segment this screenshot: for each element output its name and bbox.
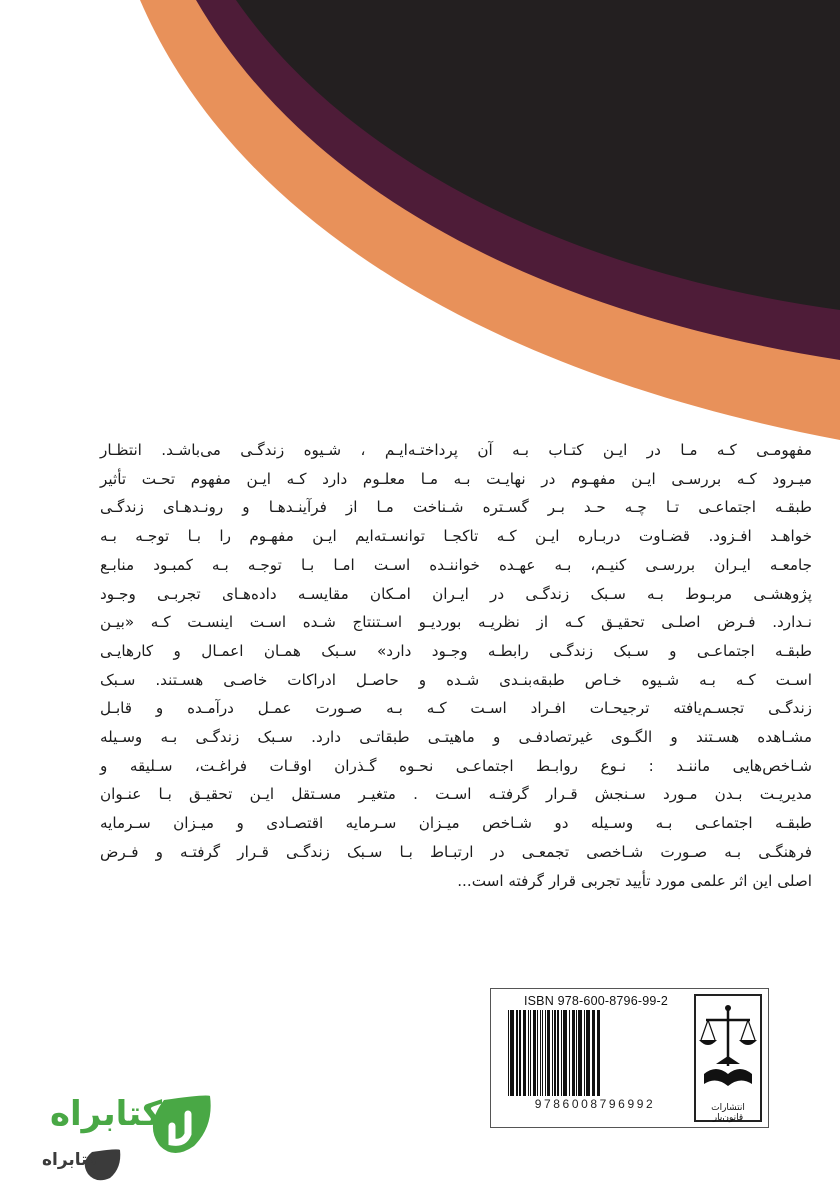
barcode-bar <box>540 1010 541 1096</box>
barcode-bar <box>530 1010 531 1096</box>
barcode-bar <box>542 1010 543 1096</box>
blurb-line: طبقـه اجتماعـی و سـبک زندگـی رابطـه وجـود دارد» سـبک همـان اعمـال و کارهایـی <box>100 641 812 660</box>
barcode-bar <box>545 1010 546 1096</box>
blurb-line: نـدارد. فـرض اصلـی تحقیـق کـه از نظریـه بوردیـو اسـتنتاج شـده اسـت اینسـت کـه «بیـن <box>100 613 812 632</box>
blurb-line: مفهومـی کـه مـا در ایـن کتـاب بـه آن پرداختـه‌ایـم ، شـیوه زندگـی می‌باشـد. انتظـار <box>100 441 812 459</box>
blurb-text <box>100 436 812 895</box>
barcode-bar <box>586 1010 590 1096</box>
blurb-line: خواهـد افـزود. قضـاوت دربـاره ایـن کـه تاکجـا توانسـته‌ایم ایـن مفهـوم را بـا توجـه بـه <box>100 527 812 546</box>
barcode-bar <box>584 1010 585 1096</box>
blurb-line: پژوهشـی مربـوط بـه سـبک زندگـی در ایـران امـکان مقایسـه داده‌هـای تجربـی وجـود <box>100 584 812 603</box>
blurb-line: فرهنگـی بـه صـورت شـاخصی تجمعـی در ارتبـاط بـا سـبک زندگـی قـرار گرفتـه و فـرض <box>100 842 812 861</box>
blurb-line: جامعـه ایـران بررسـی کنیـم، بـه عهـده خواننـده اسـت امـا بـا توجـه بـه کمبـود منابـع <box>100 555 812 574</box>
barcode-bar <box>563 1010 567 1096</box>
barcode-bar <box>554 1010 556 1096</box>
barcode-bar <box>561 1010 562 1096</box>
scales-of-justice-book-icon <box>696 996 760 1096</box>
barcode-bar <box>516 1010 518 1096</box>
barcode-bar <box>578 1010 582 1096</box>
barcode-bar <box>597 1010 600 1096</box>
barcode-bar <box>519 1010 521 1096</box>
blurb-line: طبقـه اجتماعـی تـا چـه حـد بـر گسـتره شـناخت مـا از فرآینـدهـا و رونـدهـای زندگـی <box>100 498 812 517</box>
barcode-bar <box>537 1010 538 1096</box>
ketabrah-logo-subtext: کتابراه <box>41 1150 98 1170</box>
barcode-bar <box>508 1010 509 1096</box>
publisher-name: انتشارات قانون‌یار <box>711 1103 745 1123</box>
barcode-bar <box>592 1010 595 1096</box>
blurb-line: زندگـی تجسـم‌یافته ترجیحـات افـراد اسـت کـه بـه صـورت عمـل درآمـده و قابـل <box>100 699 812 718</box>
barcode-bar <box>547 1010 550 1096</box>
blurb-line: طبقـه اجتماعـی بـه وسـیله دو شـاخص میـزان سـرمایه اقتصـادی و میـزان سـرمایه <box>100 814 812 833</box>
blurb-line: اصلی این اثر علمی مورد تأیید تجربی قرار گرفته است... <box>457 871 812 890</box>
barcode-bar <box>533 1010 536 1096</box>
barcode-bar <box>576 1010 577 1096</box>
blurb-line: اسـت کـه بـه شـیوه خـاص طبقه‌بنـدی شـده و حاصـل ادراکات خاصـی هسـتند. سـبک <box>100 670 812 689</box>
barcode-bar <box>528 1010 529 1096</box>
blurb-line: شـاخص‌هایی ماننـد : نـوع روابـط اجتماعـی نحـوه گـذران اوقـات فراغـت، سـلیقه و <box>100 756 812 775</box>
barcode-bar <box>552 1010 553 1096</box>
barcode-bar <box>569 1010 570 1096</box>
barcode-bar <box>510 1010 514 1096</box>
barcode-bar <box>523 1010 526 1096</box>
blurb-line: میـرود کـه بررسـی ایـن مفهـوم در نهایـت بـه مـا معلـوم دارد کـه ایـن مفهوم تحـت تأثیر <box>100 469 812 488</box>
barcode-bar <box>572 1010 575 1096</box>
barcode-digits: 9786008796992 <box>534 1097 656 1111</box>
isbn-label: ISBN 978-600-8796-99-2 <box>523 994 669 1008</box>
barcode-icon <box>506 1010 686 1096</box>
blurb-line: مشـاهده هسـتند و الگـوی غیرتصادفـی و ماهیتـی طبقاتـی دارد. سـبک زندگـی بـه وسـیله <box>100 728 812 747</box>
ketabrah-logo-text: کتابراه <box>49 1094 162 1134</box>
blurb-line: مدیریـت بـدن مـورد سـنجش قـرار گرفتـه اسـت . متغیـر مسـتقل ایـن تحقیـق بـا عنـوان <box>100 785 812 804</box>
barcode-bar <box>557 1010 559 1096</box>
